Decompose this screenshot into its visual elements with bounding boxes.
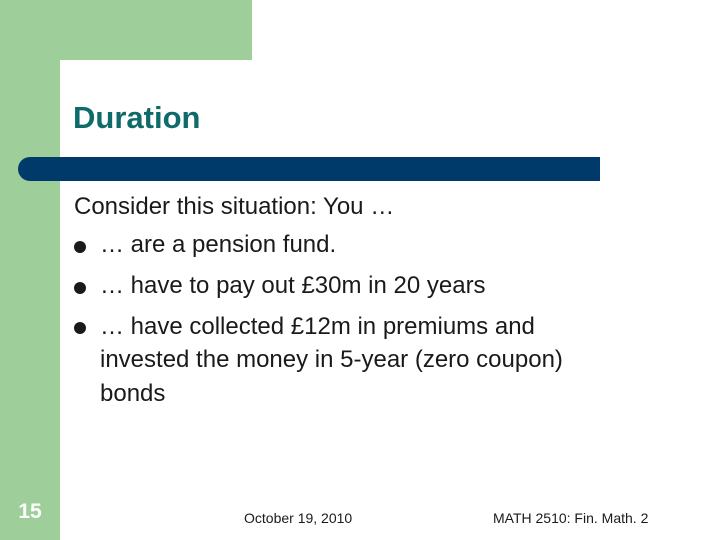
bullet-icon [74, 241, 86, 253]
slide-title: Duration [73, 100, 201, 135]
bullet-item-1: … are a pension fund. [100, 231, 337, 258]
bullet-icon [74, 282, 86, 294]
sidebar-decoration [0, 0, 60, 540]
footer-course: MATH 2510: Fin. Math. 2 [493, 510, 649, 526]
bullet-item-2: … have to pay out £30m in 20 years [100, 272, 486, 299]
title-underline-bar [18, 157, 600, 181]
bullet-item-3-line-3: bonds [100, 380, 166, 407]
top-decoration [0, 0, 252, 60]
bullet-item-3-line-2: invested the money in 5-year (zero coupon) [100, 346, 563, 373]
intro-text: Consider this situation: You … [74, 193, 395, 220]
slide-number: 15 [18, 500, 42, 523]
bullet-icon [74, 322, 86, 334]
footer-date: October 19, 2010 [244, 510, 353, 526]
bullet-item-3: … have collected £12m in premiums and [100, 313, 535, 340]
